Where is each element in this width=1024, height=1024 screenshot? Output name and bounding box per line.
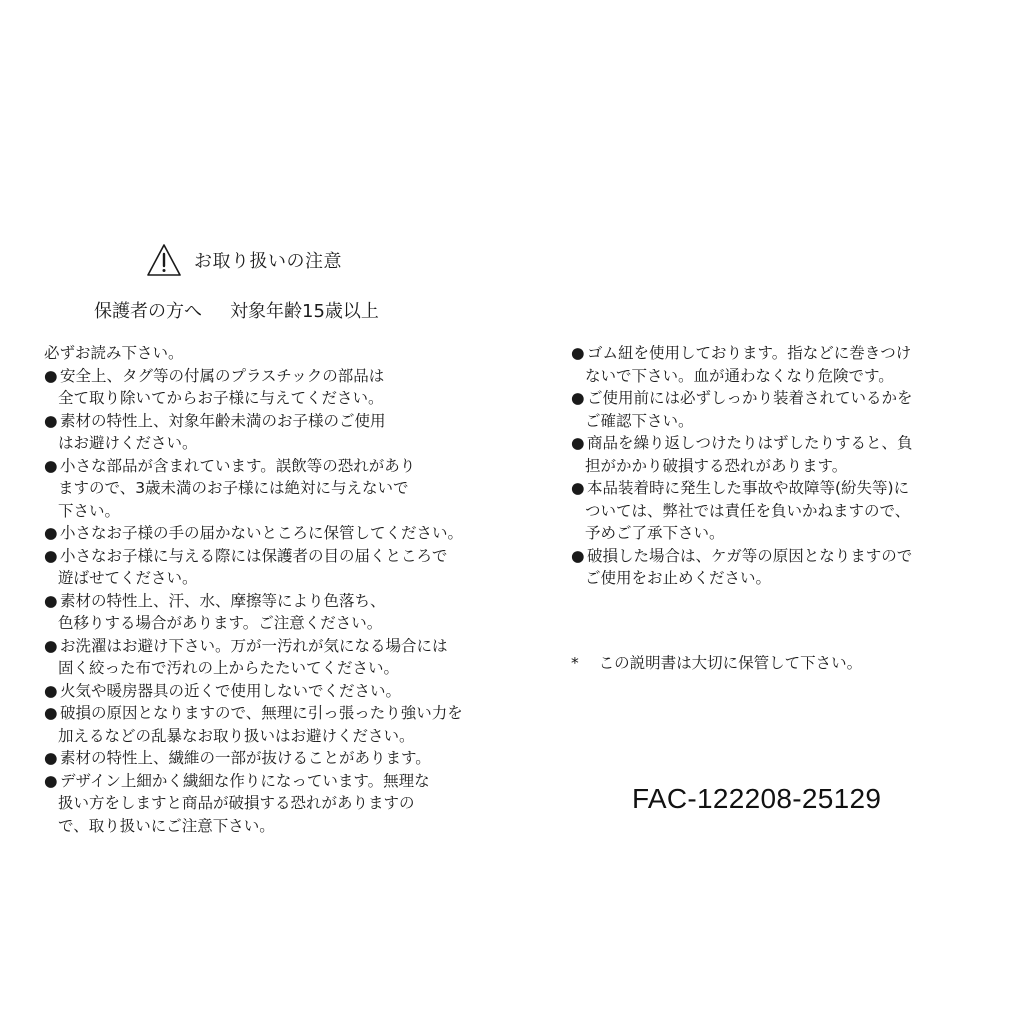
caution-text: 火気や暖房器具の近くで使用しないでください。 <box>60 681 402 700</box>
caution-text: 小さなお子様に与える際には保護者の目の届くところで <box>60 546 448 565</box>
bullet-icon: ● <box>44 681 58 700</box>
caution-text: 素材の特性上、汗、水、摩擦等により色落ち、 <box>60 591 386 610</box>
bullet-icon: ● <box>44 591 58 610</box>
caution-text: お洗濯はお避け下さい。万が一汚れが気になる場合には <box>60 636 448 655</box>
caution-text: ますので、3歳未満のお子様には絶対に与えないで <box>58 479 409 497</box>
bullet-icon: ● <box>44 704 58 722</box>
caution-item <box>571 342 971 387</box>
audience-label: 保護者の方へ <box>94 301 202 322</box>
caution-text: デザイン上細かく繊細な作りになっています。無理な <box>60 771 430 790</box>
caution-item <box>44 545 484 590</box>
bullet-icon: ● <box>44 546 58 565</box>
left-column <box>44 342 484 837</box>
caution-text: 本品装着時に発生した事故や故障等(紛失等)に <box>587 479 910 497</box>
product-code: FAC-122208-25129 <box>632 783 882 814</box>
caution-item <box>44 590 484 635</box>
caution-item <box>44 747 484 770</box>
caution-text: 安全上、タグ等の付属のプラスチックの部品は <box>60 366 385 385</box>
note-text: この説明書は大切に保管して下さい。 <box>598 654 863 672</box>
bullet-icon: ● <box>44 771 58 790</box>
caution-item <box>571 477 971 545</box>
caution-item <box>571 387 971 432</box>
bullet-icon: ● <box>44 749 58 767</box>
caution-item <box>571 545 971 590</box>
caution-text: 商品を繰り返しつけたりはずしたりすると、負 <box>587 434 913 452</box>
caution-text: 予めご了承下さい。 <box>585 524 725 542</box>
caution-item <box>44 410 484 455</box>
intro-text: 必ずお読み下さい。 <box>44 344 184 362</box>
caution-text: 扱い方をしますと商品が破損する恐れがありますの <box>58 794 415 812</box>
caution-text: 遊ばせてください。 <box>58 569 198 587</box>
caution-text: 加えるなどの乱暴なお取り扱いはお避けください。 <box>58 726 415 745</box>
caution-text: 全て取り除いてからお子様に与えてください。 <box>58 389 384 407</box>
warning-triangle-icon <box>146 243 182 277</box>
caution-text: ご使用前には必ずしっかり装着されているかを <box>587 389 913 407</box>
caution-item <box>44 680 484 703</box>
caution-text: 色移りする場合があります。ご注意ください。 <box>58 614 383 632</box>
caution-item <box>44 635 484 680</box>
bullet-icon: ● <box>571 546 585 565</box>
bullet-icon: ● <box>44 366 58 385</box>
caution-item <box>44 365 484 410</box>
caution-text: ご確認下さい。 <box>585 411 694 430</box>
keep-manual-note <box>571 651 862 673</box>
caution-text: ないで下さい。血が通わなくなり危険です。 <box>585 366 894 385</box>
target-age-label: 対象年齢15歳以上 <box>230 301 379 322</box>
caution-text: ご使用をお止めください。 <box>585 569 772 587</box>
bullet-icon: ● <box>44 456 58 475</box>
right-column <box>571 342 971 590</box>
bullet-icon: ● <box>571 434 585 452</box>
caution-text: 素材の特性上、対象年齢未満のお子様のご使用 <box>60 411 386 430</box>
caution-text: で、取り扱いにご注意下さい。 <box>58 816 275 835</box>
caution-item <box>44 455 484 523</box>
caution-text: 破損の原因となりますので、無理に引っ張ったり強い力を <box>60 704 463 722</box>
bullet-icon: ● <box>571 344 585 362</box>
caution-text: ついては、弊社では責任を負いかねますので、 <box>585 501 911 520</box>
note-mark: * <box>571 654 579 672</box>
caution-text: 固く絞った布で汚れの上からたたいてください。 <box>58 659 400 677</box>
caution-item <box>44 770 484 838</box>
caution-text: 素材の特性上、繊維の一部が抜けることがあります。 <box>60 749 431 767</box>
bullet-icon: ● <box>571 479 585 497</box>
caution-heading <box>146 243 342 277</box>
bullet-icon: ● <box>571 389 585 407</box>
caution-text: ゴム紐を使用しております。指などに巻きつけ <box>587 344 912 362</box>
caution-text: はお避けください。 <box>58 434 198 452</box>
bullet-icon: ● <box>44 411 58 430</box>
caution-text: 破損した場合は、ケガ等の原因となりますので <box>587 546 913 565</box>
caution-text: 小さな部品が含まれています。誤飲等の恐れがあり <box>60 456 416 475</box>
target-line <box>94 297 379 323</box>
bullet-icon: ● <box>44 524 58 542</box>
caution-item <box>44 702 484 747</box>
caution-text: 小さなお子様の手の届かないところに保管してください。 <box>60 524 464 542</box>
caution-text: 下さい。 <box>58 501 121 520</box>
caution-title: お取り扱いの注意 <box>194 251 342 272</box>
caution-item <box>44 522 484 545</box>
caution-text: 担がかかり破損する恐れがあります。 <box>585 456 848 475</box>
bullet-icon: ● <box>44 636 58 655</box>
caution-item <box>571 432 971 477</box>
